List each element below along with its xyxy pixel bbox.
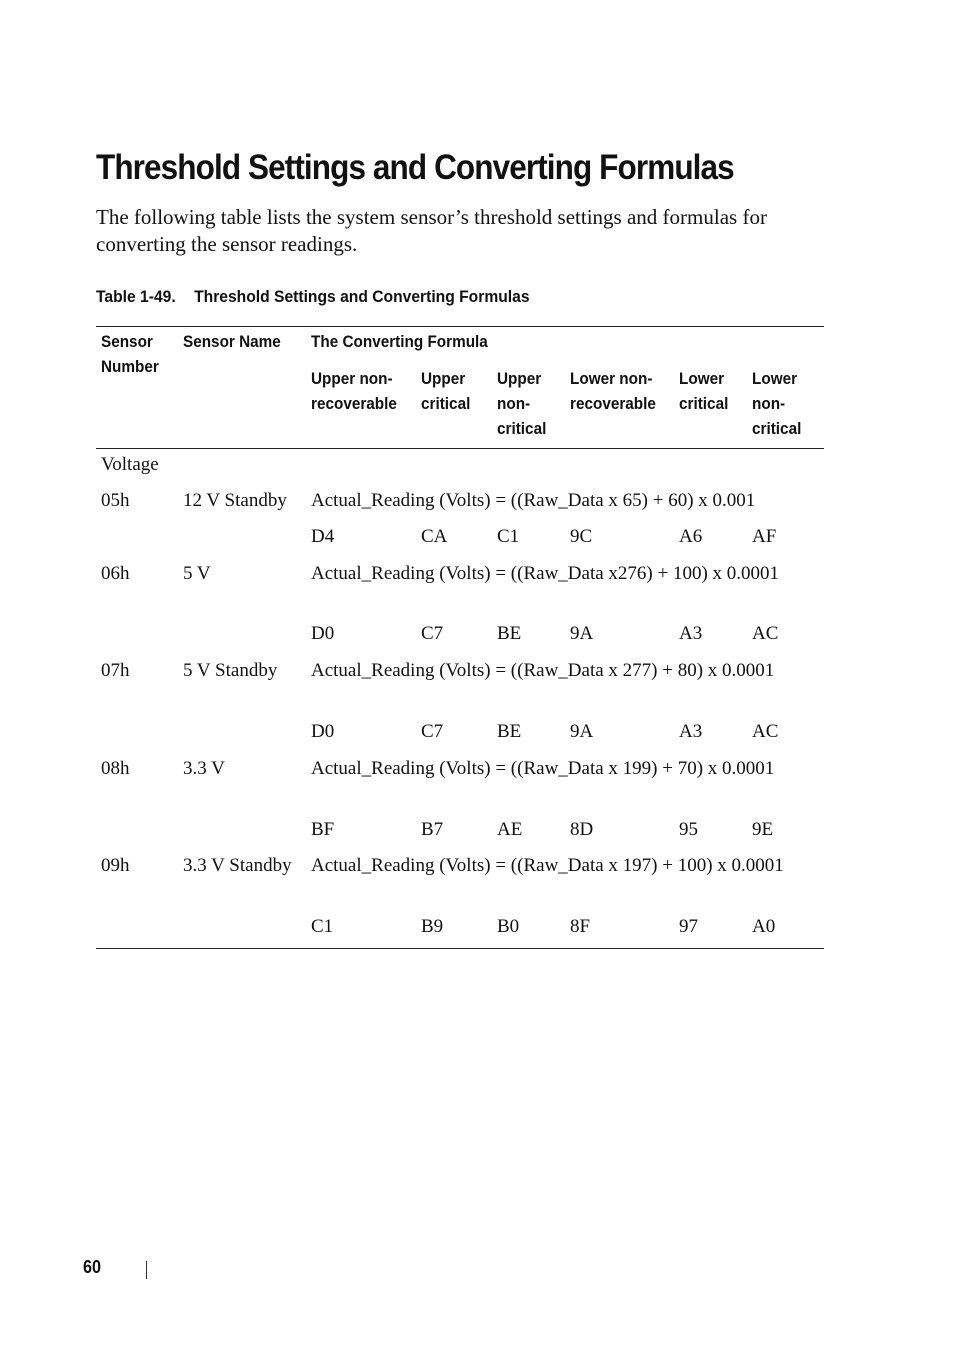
table-caption-text: Threshold Settings and Converting Formulas <box>194 287 530 306</box>
upper-non-critical-value: AE <box>497 819 523 840</box>
upper-critical-value: B7 <box>421 819 444 840</box>
lower-critical-value: 95 <box>679 819 698 840</box>
sensor-number-cell: 07h <box>101 660 130 681</box>
footer-divider <box>146 1261 147 1279</box>
upper-non-recoverable-value: C1 <box>311 916 334 937</box>
intro-paragraph: The following table lists the system sensor’s threshold settings and formulas for converting the sensor readings. <box>96 205 767 256</box>
sensor-number-cell: 09h <box>101 855 130 876</box>
lower-non-recoverable-value: 9C <box>570 526 593 547</box>
upper-critical-value: C7 <box>421 721 444 742</box>
lower-non-critical-value: AC <box>752 721 779 742</box>
upper-non-critical-value: C1 <box>497 526 520 547</box>
formula-cell: Actual_Reading (Volts) = ((Raw_Data x 65) + 60) x 0.001 <box>311 490 756 511</box>
lower-non-recoverable-value: 8D <box>570 819 594 840</box>
upper-non-critical-value: B0 <box>497 916 520 937</box>
table-header-rule <box>96 448 824 449</box>
lower-non-critical-value: A0 <box>752 916 776 937</box>
sensor-number-cell: 08h <box>101 758 130 779</box>
header-lower-non-critical: Lower non-critical <box>752 369 802 438</box>
header-upper-non-critical: Upper non-critical <box>497 369 547 438</box>
upper-critical-value: CA <box>421 526 448 547</box>
upper-non-recoverable-value: BF <box>311 819 335 840</box>
sensor-name-cell: 12 V Standby <box>183 490 287 511</box>
upper-critical-value: C7 <box>421 623 444 644</box>
header-converting-formula: The Converting Formula <box>311 332 488 351</box>
header-upper-non-recoverable: Upper non-recoverable <box>311 369 397 413</box>
sensor-name-cell: 5 V Standby <box>183 660 278 681</box>
lower-non-recoverable-value: 9A <box>570 721 594 742</box>
formula-cell: Actual_Reading (Volts) = ((Raw_Data x 277) + 80) x 0.0001 <box>311 660 775 681</box>
lower-non-critical-value: AF <box>752 526 777 547</box>
sensor-name-cell: 5 V <box>183 563 211 584</box>
header-lower-critical: Lower critical <box>679 369 729 413</box>
lower-non-recoverable-value: 9A <box>570 623 594 644</box>
lower-critical-value: A3 <box>679 623 703 644</box>
lower-critical-value: 97 <box>679 916 698 937</box>
sensor-number-cell: 06h <box>101 563 130 584</box>
lower-critical-value: A3 <box>679 721 703 742</box>
table-caption-number: Table 1-49. <box>96 287 176 306</box>
upper-non-critical-value: BE <box>497 623 522 644</box>
table-top-rule <box>96 326 824 327</box>
lower-non-critical-value: AC <box>752 623 779 644</box>
lower-non-critical-value: 9E <box>752 819 774 840</box>
header-upper-critical: Upper critical <box>421 369 471 413</box>
page-title: Threshold Settings and Converting Formulas <box>96 148 734 187</box>
header-sensor-number: Sensor Number <box>101 332 159 376</box>
lower-non-recoverable-value: 8F <box>570 916 591 937</box>
group-label-voltage: Voltage <box>101 454 159 475</box>
header-lower-non-recoverable: Lower non-recoverable <box>570 369 656 413</box>
header-sensor-name: Sensor Name <box>183 332 281 351</box>
upper-critical-value: B9 <box>421 916 444 937</box>
page-number: 60 <box>83 1257 102 1277</box>
formula-cell: Actual_Reading (Volts) = ((Raw_Data x276) + 100) x 0.0001 <box>311 563 780 584</box>
formula-cell: Actual_Reading (Volts) = ((Raw_Data x 197) + 100) x 0.0001 <box>311 855 784 876</box>
lower-critical-value: A6 <box>679 526 703 547</box>
formula-cell: Actual_Reading (Volts) = ((Raw_Data x 199) + 70) x 0.0001 <box>311 758 775 779</box>
sensor-name-cell: 3.3 V <box>183 758 225 779</box>
upper-non-recoverable-value: D4 <box>311 526 335 547</box>
sensor-number-cell: 05h <box>101 490 130 511</box>
table-bottom-rule <box>96 948 824 949</box>
sensor-name-cell: 3.3 V Standby <box>183 855 292 876</box>
table-caption <box>96 287 530 307</box>
upper-non-recoverable-value: D0 <box>311 623 335 644</box>
upper-non-recoverable-value: D0 <box>311 721 335 742</box>
upper-non-critical-value: BE <box>497 721 522 742</box>
